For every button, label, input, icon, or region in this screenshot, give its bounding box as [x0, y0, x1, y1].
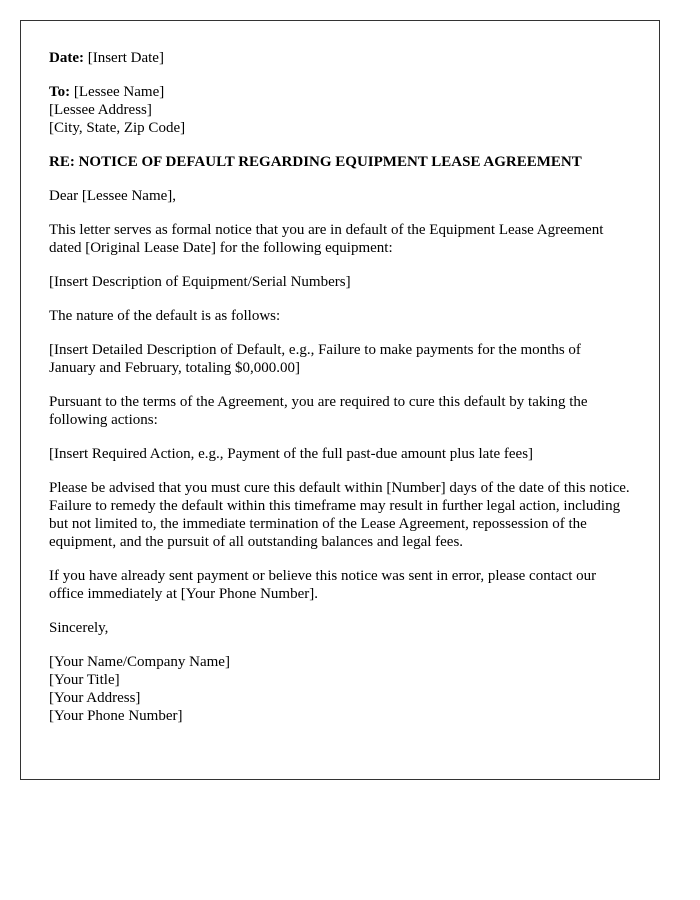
required-action-paragraph: [Insert Required Action, e.g., Payment of the full past-due amount plus late fees]: [49, 446, 534, 462]
signature-name: [Your Name/Company Name]: [49, 654, 230, 670]
default-description-paragraph: [Insert Detailed Description of Default, e.g., Failure to make payments for the months of January and February, totaling $0,000.00]: [49, 342, 581, 376]
subject-line: RE: NOTICE OF DEFAULT REGARDING EQUIPMENT LEASE AGREEMENT: [49, 154, 582, 170]
letter-page: [20, 20, 660, 780]
date-line: [49, 49, 631, 67]
cure-intro-paragraph: Pursuant to the terms of the Agreement, you are required to cure this default by taking the following actions:: [49, 394, 588, 428]
recipient-name-line: [49, 83, 631, 101]
equipment-paragraph: [Insert Description of Equipment/Serial Numbers]: [49, 274, 351, 290]
recipient-label: To:: [49, 84, 71, 100]
signature-block: [49, 653, 631, 725]
recipient-address: [Lessee Address]: [49, 102, 152, 118]
closing: Sincerely,: [49, 620, 109, 636]
intro-paragraph: This letter serves as formal notice that you are in default of the Equipment Lease Agreement dated [Original Lease Date] for the following equipment:: [49, 222, 604, 256]
date-label: Date:: [49, 50, 84, 66]
recipient-name: [Lessee Name]: [73, 84, 165, 100]
salutation: Dear [Lessee Name],: [49, 188, 177, 204]
contact-paragraph: If you have already sent payment or believe this notice was sent in error, please contact our office immediately at [Your Phone Number].: [49, 568, 597, 602]
date-value: [Insert Date]: [87, 50, 164, 66]
nature-intro-paragraph: The nature of the default is as follows:: [49, 308, 281, 324]
signature-phone: [Your Phone Number]: [49, 708, 183, 724]
signature-address: [Your Address]: [49, 690, 141, 706]
warning-paragraph: Please be advised that you must cure this default within [Number] days of the date of this notice. Failure to remedy the default within this timeframe may result in further legal action, including but not limited to, the immediate termination of the Lease Agreement, repossession of the equipment, and the pursuit of all outstanding balances and legal fees.: [49, 480, 630, 550]
signature-title: [Your Title]: [49, 672, 120, 688]
recipient-city-state-zip: [City, State, Zip Code]: [49, 120, 186, 136]
recipient-block: [49, 83, 631, 137]
